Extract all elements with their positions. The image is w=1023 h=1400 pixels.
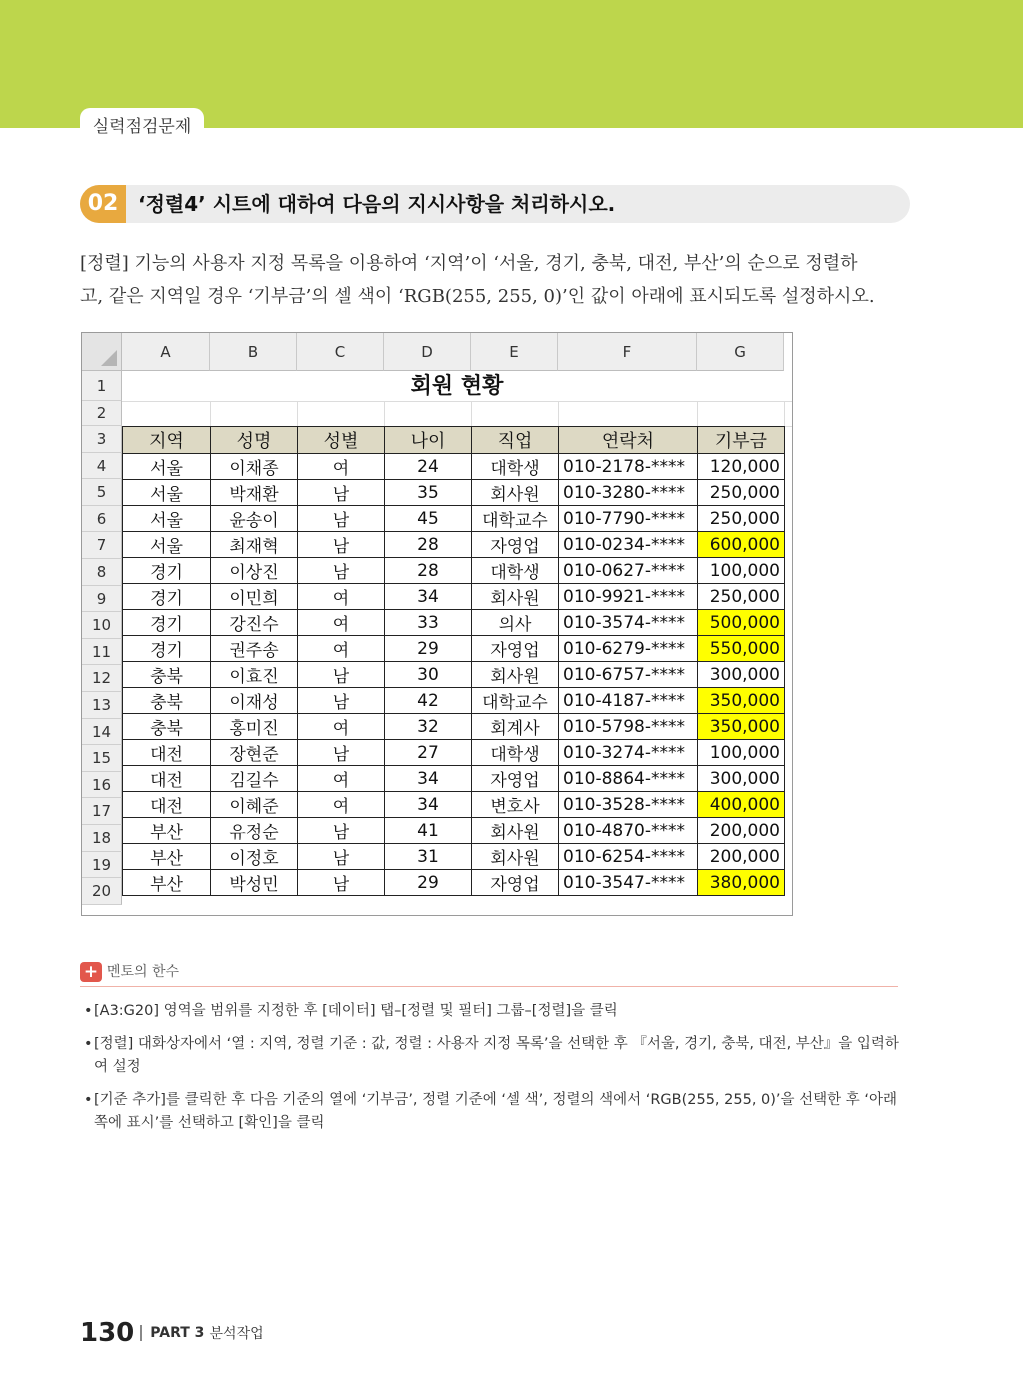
cell-age[interactable]: 32: [385, 714, 472, 740]
cell-job[interactable]: 대학생: [472, 740, 559, 766]
cell-age[interactable]: 45: [385, 506, 472, 532]
table-row: [123, 506, 785, 532]
cell-donation[interactable]: 300,000: [698, 766, 785, 792]
question-bar: [80, 185, 910, 223]
cell-phone[interactable]: 010-9921-****: [559, 584, 698, 610]
cell-donation[interactable]: 200,000: [698, 818, 785, 844]
row-header[interactable]: 1: [82, 371, 122, 401]
cell-job[interactable]: 자영업: [472, 870, 559, 896]
cell-age[interactable]: 29: [385, 636, 472, 662]
table-header-cell[interactable]: 성명: [211, 427, 298, 454]
cell-name[interactable]: 이상진: [211, 558, 298, 584]
column-header-f[interactable]: F: [558, 333, 697, 371]
table-row: [123, 740, 785, 766]
cell-job[interactable]: 대학생: [472, 558, 559, 584]
cell-age[interactable]: 34: [385, 766, 472, 792]
cell-name[interactable]: 유정순: [211, 818, 298, 844]
cell-gender[interactable]: 남: [298, 688, 385, 714]
cell-age[interactable]: 28: [385, 532, 472, 558]
cell-name[interactable]: 이정호: [211, 844, 298, 870]
cell-phone[interactable]: 010-6254-****: [559, 844, 698, 870]
instruction-line-1: [정렬] 기능의 사용자 지정 목록을 이용하여 ‘지역’이 ‘서울, 경기, 충북, 대전, 부산’의 순으로 정렬하: [80, 253, 858, 274]
cell-job[interactable]: 대학교수: [472, 688, 559, 714]
cell-phone[interactable]: 010-8864-****: [559, 766, 698, 792]
cell-region[interactable]: 충북: [123, 688, 211, 714]
cell-job[interactable]: 회사원: [472, 844, 559, 870]
gridline: [210, 401, 211, 426]
row-header[interactable]: 6: [82, 506, 122, 533]
table-row: [123, 792, 785, 818]
table-row: [123, 454, 785, 480]
cell-name[interactable]: 이혜준: [211, 792, 298, 818]
row-header[interactable]: 17: [82, 798, 122, 825]
cell-phone[interactable]: 010-4187-****: [559, 688, 698, 714]
cell-job[interactable]: 회계사: [472, 714, 559, 740]
cell-job[interactable]: 회사원: [472, 480, 559, 506]
cell-job[interactable]: 자영업: [472, 636, 559, 662]
row-header[interactable]: 16: [82, 772, 122, 799]
cell-region[interactable]: 경기: [123, 558, 211, 584]
cell-gender[interactable]: 남: [298, 870, 385, 896]
cell-age[interactable]: 30: [385, 662, 472, 688]
cell-donation[interactable]: 350,000: [698, 714, 785, 740]
cell-gender[interactable]: 남: [298, 844, 385, 870]
row-header[interactable]: 15: [82, 745, 122, 772]
row-header[interactable]: 2: [82, 401, 122, 426]
cell-gender[interactable]: 남: [298, 818, 385, 844]
cell-region[interactable]: 충북: [123, 662, 211, 688]
cell-gender[interactable]: 남: [298, 506, 385, 532]
row-header[interactable]: 19: [82, 852, 122, 879]
cell-donation[interactable]: 550,000: [698, 636, 785, 662]
page-number: 130: [80, 1318, 135, 1348]
column-header-b[interactable]: B: [210, 333, 297, 371]
table-row: [123, 766, 785, 792]
row-header[interactable]: 9: [82, 586, 122, 613]
cell-name[interactable]: 권주송: [211, 636, 298, 662]
row-header[interactable]: 8: [82, 559, 122, 586]
cell-age[interactable]: 42: [385, 688, 472, 714]
table-row: [123, 844, 785, 870]
column-header-a[interactable]: A: [122, 333, 210, 371]
cell-name[interactable]: 장현준: [211, 740, 298, 766]
gridline: [471, 401, 472, 426]
mentor-tip-item: • [정렬] 대화상자에서 ‘열 : 지역, 정렬 기준 : 값, 정렬 : 사용자 지정 목록’을 선택한 후 『서울, 경기, 충북, 대전, 부산』을 입력하여 설정: [84, 1033, 904, 1079]
cell-region[interactable]: 경기: [123, 636, 211, 662]
mentor-tip-list: [84, 1000, 904, 1145]
cell-donation[interactable]: 250,000: [698, 480, 785, 506]
gridline: [784, 401, 785, 426]
cell-age[interactable]: 29: [385, 870, 472, 896]
cell-name[interactable]: 이채종: [211, 454, 298, 480]
column-header-c[interactable]: C: [297, 333, 384, 371]
cell-gender[interactable]: 남: [298, 740, 385, 766]
row-header[interactable]: 12: [82, 665, 122, 692]
row-header[interactable]: 14: [82, 719, 122, 746]
table-header-cell[interactable]: 기부금: [698, 427, 785, 454]
mentor-tip-item: • [A3:G20] 영역을 범위를 지정한 후 [데이터] 탭–[정렬 및 필터] 그룹–[정렬]을 클릭: [84, 1000, 904, 1023]
cell-phone[interactable]: 010-6279-****: [559, 636, 698, 662]
gridline: [697, 401, 698, 426]
cell-region[interactable]: 대전: [123, 766, 211, 792]
question-number: 02: [80, 185, 126, 223]
cell-donation[interactable]: 300,000: [698, 662, 785, 688]
row-header[interactable]: 11: [82, 639, 122, 666]
cell-donation[interactable]: 380,000: [698, 870, 785, 896]
cell-name[interactable]: 이재성: [211, 688, 298, 714]
cell-gender[interactable]: 남: [298, 662, 385, 688]
cell-region[interactable]: 서울: [123, 454, 211, 480]
mentor-tip-label: 멘토의 한수: [107, 964, 180, 980]
cell-phone[interactable]: 010-3280-****: [559, 480, 698, 506]
cell-gender[interactable]: 여: [298, 766, 385, 792]
cell-phone[interactable]: 010-3528-****: [559, 792, 698, 818]
part-name: 분석작업: [209, 1326, 264, 1342]
cell-gender[interactable]: 여: [298, 636, 385, 662]
table-row: [123, 688, 785, 714]
table-header-cell[interactable]: 지역: [123, 427, 211, 454]
cell-gender[interactable]: 남: [298, 558, 385, 584]
cell-name[interactable]: 강진수: [211, 610, 298, 636]
cell-phone[interactable]: 010-4870-****: [559, 818, 698, 844]
gridline: [384, 401, 385, 426]
cell-age[interactable]: 34: [385, 792, 472, 818]
column-header-d[interactable]: D: [384, 333, 471, 371]
cell-region[interactable]: 경기: [123, 610, 211, 636]
mentor-tip-item: • [기준 추가]를 클릭한 후 다음 기준의 열에 ‘기부금’, 정렬 기준에 ‘셀 색’, 정렬의 색에서 ‘RGB(255, 255, 0)’을 선택한 후 ‘아래쪽에 표시’를 선택하고 [확인]을 클릭: [84, 1089, 904, 1135]
cell-job[interactable]: 회사원: [472, 818, 559, 844]
cell-region[interactable]: 대전: [123, 792, 211, 818]
cell-phone[interactable]: 010-3547-****: [559, 870, 698, 896]
row-header[interactable]: 10: [82, 612, 122, 639]
cell-name[interactable]: 박재환: [211, 480, 298, 506]
cell-job[interactable]: 자영업: [472, 532, 559, 558]
gridline: [122, 401, 792, 402]
cell-donation[interactable]: 400,000: [698, 792, 785, 818]
row-header[interactable]: 5: [82, 479, 122, 506]
cell-donation[interactable]: 100,000: [698, 740, 785, 766]
table-row: [123, 558, 785, 584]
table-header-cell[interactable]: 나이: [385, 427, 472, 454]
table-row: [123, 532, 785, 558]
column-header-e[interactable]: E: [471, 333, 558, 371]
cell-age[interactable]: 33: [385, 610, 472, 636]
table-row: [123, 818, 785, 844]
cell-gender[interactable]: 여: [298, 792, 385, 818]
cell-gender[interactable]: 여: [298, 610, 385, 636]
cell-name[interactable]: 홍미진: [211, 714, 298, 740]
cell-donation[interactable]: 250,000: [698, 506, 785, 532]
sheet-title: 회원 현황: [410, 374, 504, 399]
cell-age[interactable]: 24: [385, 454, 472, 480]
footer-separator: [140, 1325, 142, 1341]
cell-job[interactable]: 회사원: [472, 662, 559, 688]
table-row: [123, 714, 785, 740]
table-row: [123, 610, 785, 636]
row-header[interactable]: 4: [82, 453, 122, 480]
cell-region[interactable]: 서울: [123, 532, 211, 558]
cell-region[interactable]: 부산: [123, 818, 211, 844]
spreadsheet-screenshot: [81, 332, 793, 916]
cell-phone[interactable]: 010-6757-****: [559, 662, 698, 688]
instruction-text: [80, 247, 910, 313]
row-header[interactable]: 7: [82, 532, 122, 559]
cell-name[interactable]: 김길수: [211, 766, 298, 792]
page-footer: [80, 1318, 264, 1352]
row-header[interactable]: 13: [82, 692, 122, 719]
cell-phone[interactable]: 010-0627-****: [559, 558, 698, 584]
cell-donation[interactable]: 600,000: [698, 532, 785, 558]
cell-gender[interactable]: 남: [298, 480, 385, 506]
row-header[interactable]: 20: [82, 878, 122, 905]
cell-job[interactable]: 대학교수: [472, 506, 559, 532]
cell-gender[interactable]: 여: [298, 584, 385, 610]
cell-age[interactable]: 35: [385, 480, 472, 506]
cell-job[interactable]: 변호사: [472, 792, 559, 818]
cell-donation[interactable]: 250,000: [698, 584, 785, 610]
cell-gender[interactable]: 여: [298, 454, 385, 480]
select-all-triangle-icon: [101, 350, 117, 366]
cell-region[interactable]: 부산: [123, 844, 211, 870]
row-header[interactable]: 18: [82, 825, 122, 852]
cell-phone[interactable]: 010-2178-****: [559, 454, 698, 480]
cell-name[interactable]: 박성민: [211, 870, 298, 896]
cell-age[interactable]: 28: [385, 558, 472, 584]
table-row: [123, 480, 785, 506]
cell-age[interactable]: 34: [385, 584, 472, 610]
cell-gender[interactable]: 여: [298, 714, 385, 740]
cell-donation[interactable]: 120,000: [698, 454, 785, 480]
cell-donation[interactable]: 200,000: [698, 844, 785, 870]
cell-age[interactable]: 27: [385, 740, 472, 766]
cell-job[interactable]: 의사: [472, 610, 559, 636]
cell-donation[interactable]: 500,000: [698, 610, 785, 636]
gridline: [558, 401, 559, 426]
column-header-g[interactable]: G: [697, 333, 784, 371]
gridline: [297, 401, 298, 426]
data-table-wrap: [122, 426, 785, 896]
member-table: [122, 426, 785, 896]
cell-phone[interactable]: 010-3274-****: [559, 740, 698, 766]
cell-phone[interactable]: 010-3574-****: [559, 610, 698, 636]
select-all-corner: [82, 333, 122, 371]
cell-region[interactable]: 서울: [123, 480, 211, 506]
table-header-cell[interactable]: 연락처: [559, 427, 698, 454]
cell-donation[interactable]: 100,000: [698, 558, 785, 584]
table-row: [123, 636, 785, 662]
cell-name[interactable]: 이효진: [211, 662, 298, 688]
cell-phone[interactable]: 010-7790-****: [559, 506, 698, 532]
section-tab: 실력점검문제: [80, 108, 204, 144]
table-row: [123, 870, 785, 896]
cell-region[interactable]: 서울: [123, 506, 211, 532]
cell-job[interactable]: 대학생: [472, 454, 559, 480]
row-header[interactable]: 3: [82, 426, 122, 453]
cell-age[interactable]: 31: [385, 844, 472, 870]
table-row: [123, 584, 785, 610]
cell-region[interactable]: 부산: [123, 870, 211, 896]
cell-donation[interactable]: 350,000: [698, 688, 785, 714]
table-header-row: [123, 427, 785, 454]
cell-name[interactable]: 최재혁: [211, 532, 298, 558]
cell-region[interactable]: 대전: [123, 740, 211, 766]
table-header-cell[interactable]: 성별: [298, 427, 385, 454]
mentor-tip-divider: [80, 986, 898, 987]
cell-phone[interactable]: 010-5798-****: [559, 714, 698, 740]
cell-name[interactable]: 이민희: [211, 584, 298, 610]
cell-job[interactable]: 회사원: [472, 584, 559, 610]
cell-region[interactable]: 경기: [123, 584, 211, 610]
cell-gender[interactable]: 남: [298, 532, 385, 558]
cell-name[interactable]: 윤송이: [211, 506, 298, 532]
cell-phone[interactable]: 010-0234-****: [559, 532, 698, 558]
plus-icon: +: [80, 962, 102, 982]
cell-job[interactable]: 자영업: [472, 766, 559, 792]
table-header-cell[interactable]: 직업: [472, 427, 559, 454]
instruction-line-2: 고, 같은 지역일 경우 ‘기부금’의 셀 색이 ‘RGB(255, 255, 0)’인 값이 아래에 표시되도록 설정하시오.: [80, 286, 875, 307]
cell-age[interactable]: 41: [385, 818, 472, 844]
question-title: ‘정렬4’ 시트에 대하여 다음의 지시사항을 처리하시오.: [138, 192, 616, 216]
part-label: PART 3: [150, 1325, 205, 1341]
cell-region[interactable]: 충북: [123, 714, 211, 740]
table-row: [123, 662, 785, 688]
